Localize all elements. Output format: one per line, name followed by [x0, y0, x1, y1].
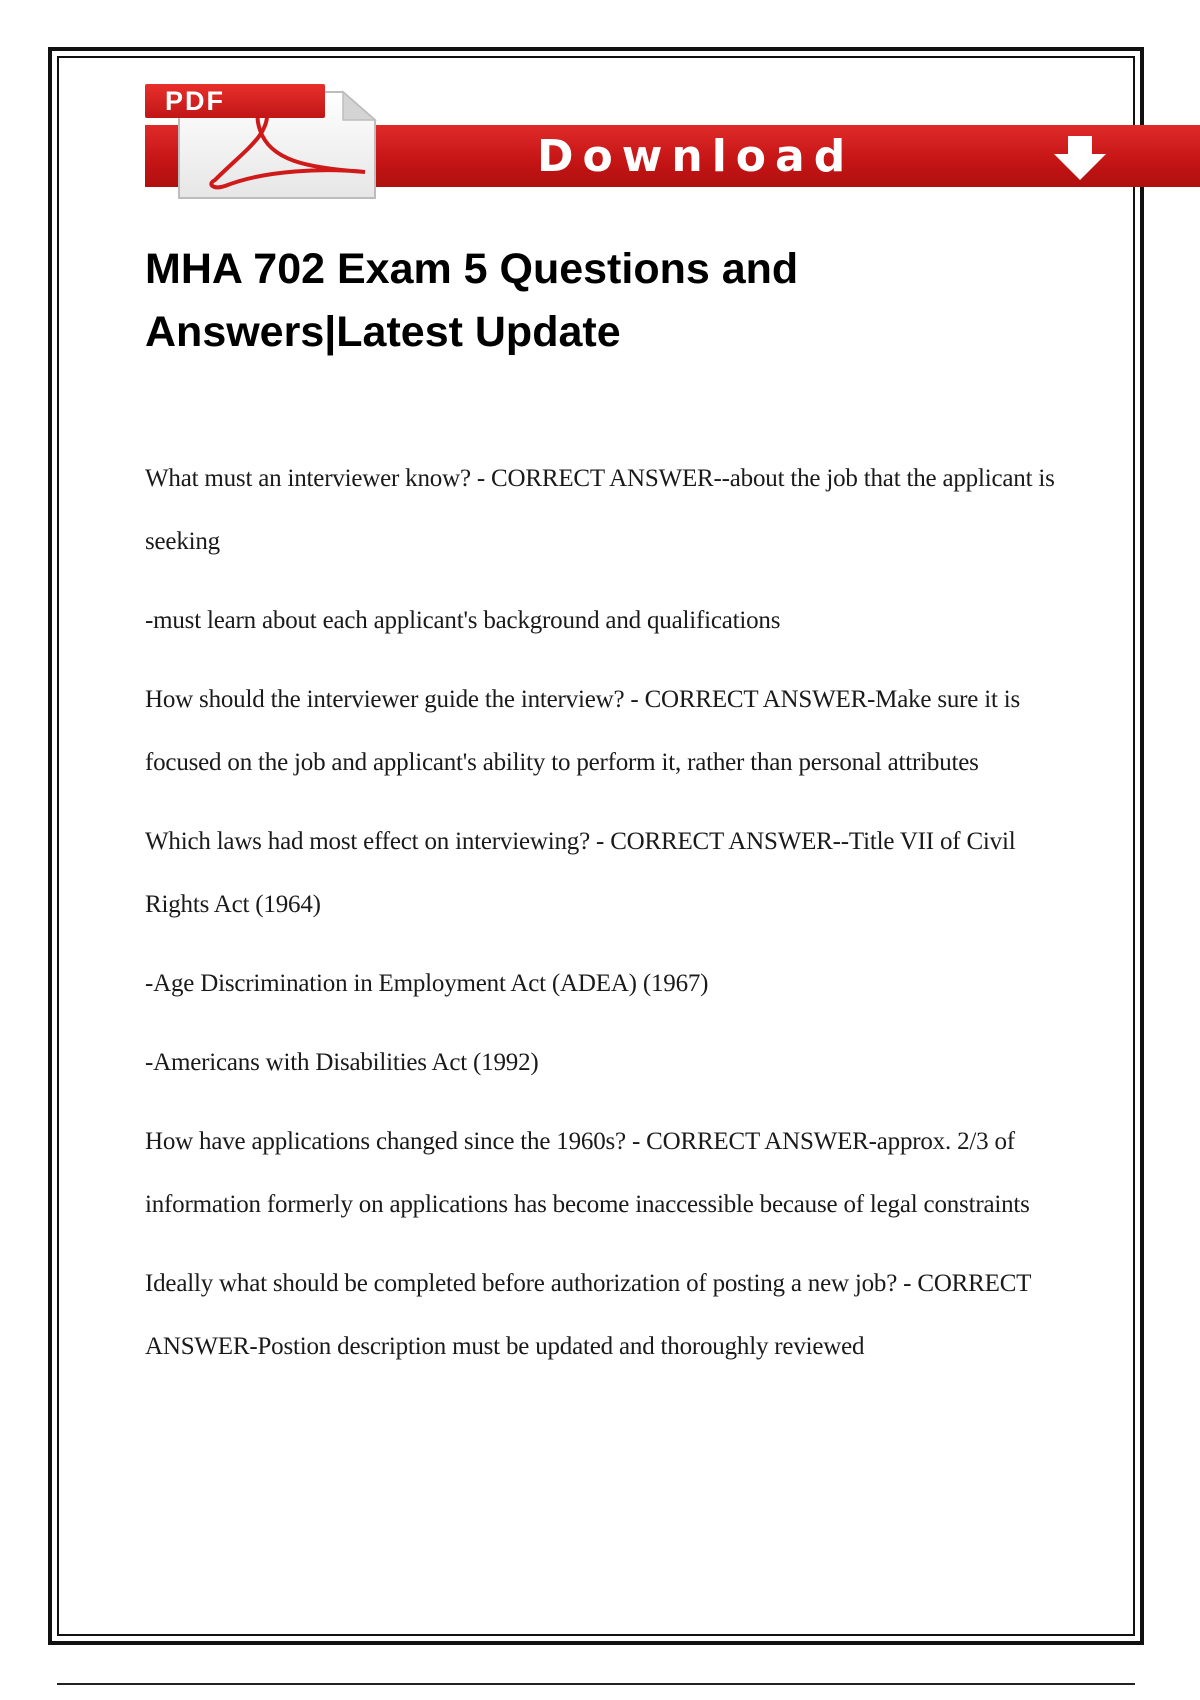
qa-paragraph: Which laws had most effect on interviewing? - CORRECT ANSWER--Title VII of Civil Rights Act (1964) — [145, 828, 1016, 918]
document-title — [145, 238, 1045, 364]
title-line-2: Answers|Latest Update — [145, 308, 621, 356]
title-line-1: MHA 702 Exam 5 Questions and — [145, 245, 799, 293]
qa-paragraph: How have applications changed since the 1960s? - CORRECT ANSWER-approx. 2/3 of information formerly on applications has become inaccessible because of legal constraints — [145, 1128, 1030, 1218]
document-body — [145, 447, 1065, 1394]
pdf-download-banner[interactable] — [145, 80, 1200, 200]
qa-paragraph: -Americans with Disabilities Act (1992) — [145, 1049, 539, 1076]
download-arrow-icon[interactable] — [1050, 130, 1110, 185]
qa-paragraph: Ideally what should be completed before authorization of posting a new job? - CORRECT ANSWER-Postion description must be updated and thoroughly reviewed — [145, 1270, 1031, 1360]
qa-paragraph: How should the interviewer guide the interview? - CORRECT ANSWER-Make sure it is focused on the job and applicant's ability to perform it, rather than personal attributes — [145, 686, 1021, 776]
download-label[interactable]: Download — [537, 131, 855, 182]
pdf-label-tab: PDF — [145, 84, 325, 118]
qa-paragraph: What must an interviewer know? - CORRECT ANSWER--about the job that the applicant is seeking — [145, 465, 1055, 555]
page-bottom-rule — [57, 1683, 1135, 1685]
qa-paragraph: -Age Discrimination in Employment Act (ADEA) (1967) — [145, 970, 709, 997]
qa-paragraph: -must learn about each applicant's background and qualifications — [145, 607, 781, 634]
